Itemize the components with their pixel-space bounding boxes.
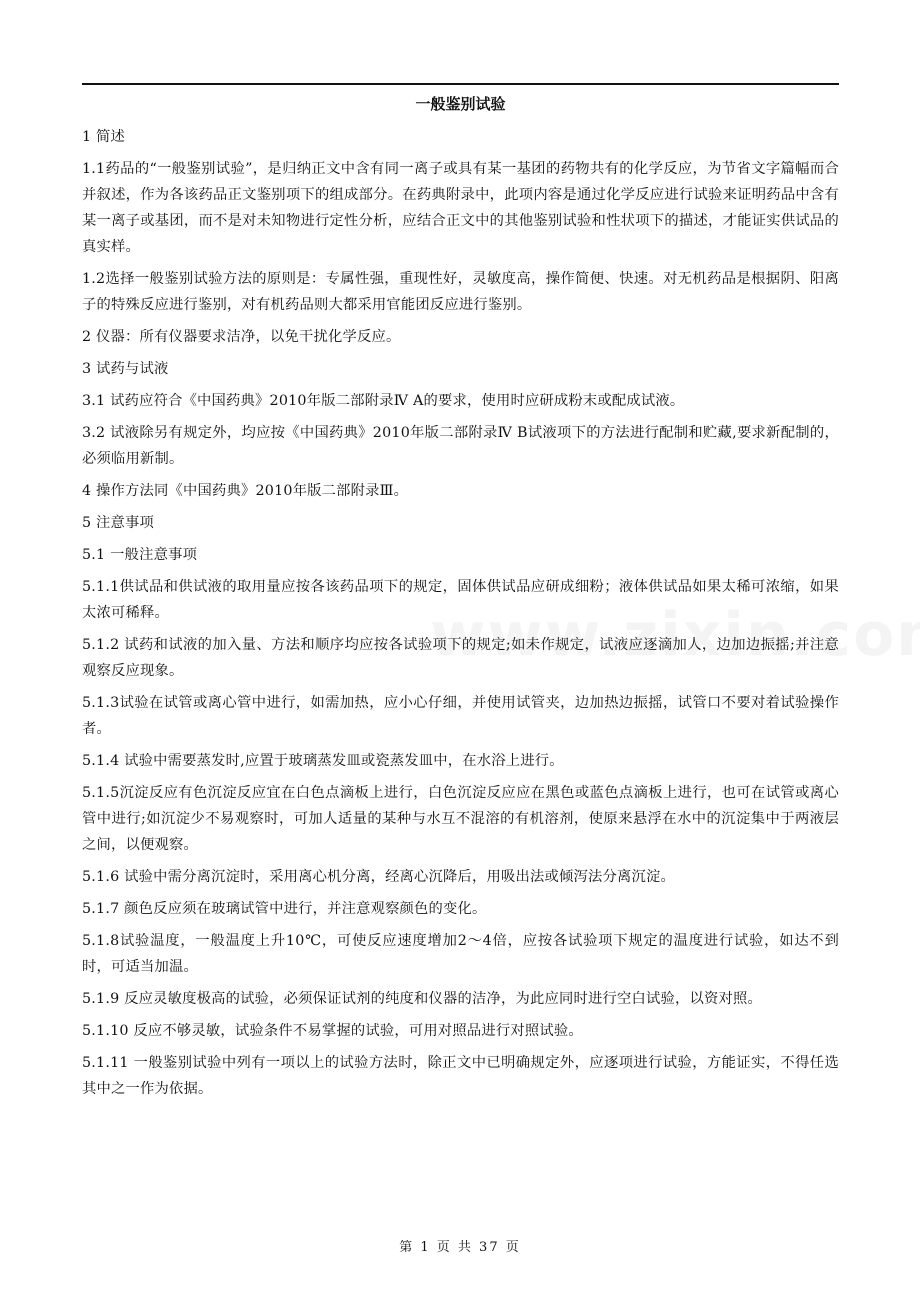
section-heading: 4 操作方法同《中国药典》2010年版二部附录Ⅲ。	[82, 483, 409, 499]
page-footer: 第 1 页 共 37 页	[399, 1240, 521, 1255]
body-paragraph: 5.1.1供试品和供试液的取用量应按各该药品项下的规定，固体供试品应研成细粉；液体供试品如果太稀可浓缩，如果太浓可稀释。	[82, 579, 839, 621]
body-paragraph: 5.1.2 试药和试液的加入量、方法和顺序均应按各试验项下的规定;如未作规定，试液应逐滴加人，边加边振摇;并注意观察反应现象。	[82, 637, 839, 679]
section-heading: 5 注意事项	[82, 515, 155, 531]
body-paragraph: 5.1.11 一般鉴别试验中列有一项以上的试验方法时，除正文中已明确规定外，应逐项进行试验，方能证实，不得任选其中之一作为依据。	[82, 1055, 839, 1097]
body-paragraph: 5.1.7 颜色反应须在玻璃试管中进行，并注意观察颜色的变化。	[82, 901, 487, 917]
header-rule	[82, 83, 839, 85]
body-paragraph: 5.1.5沉淀反应有色沉淀反应宜在白色点滴板上进行，白色沉淀反应应在黑色或蓝色点滴板上进行，也可在试管或离心管中进行;如沉淀少不易观察时，可加人适量的某种与水互不混溶的有机溶剂，使原来悬浮在水中的沉淀集中于两液层之间，以便观察。	[82, 785, 839, 853]
watermark-text	[430, 600, 920, 670]
body-paragraph: 5.1.3试验在试管或离心管中进行，如需加热，应小心仔细，并使用试管夹，边加热边振摇，试管口不要对着试验操作者。	[82, 695, 839, 737]
body-paragraph: 5.1.10 反应不够灵敏，试验条件不易掌握的试验，可用对照品进行对照试验。	[82, 1023, 583, 1039]
body-paragraph: 5.1.8试验温度，一般温度上升10℃，可使反应速度增加2～4倍，应按各试验项下规定的温度进行试验，如达不到时，可适当加温。	[82, 933, 839, 975]
body-paragraph: 1.2选择一般鉴别试验方法的原则是：专属性强，重现性好，灵敏度高，操作简便、快速。对无机药品是根据阴、阳离子的特殊反应进行鉴别，对有机药品则大都采用官能团反应进行鉴别。	[82, 271, 839, 313]
body-paragraph: 5.1.9 反应灵敏度极高的试验，必须保证试剂的纯度和仪器的洁净，为此应同时进行空白试验，以资对照。	[82, 991, 762, 1007]
section-heading: 5.1 一般注意事项	[82, 547, 198, 563]
section-heading: 2 仪器：所有仪器要求洁净，以免干扰化学反应。	[82, 329, 401, 345]
body-paragraph: 1.1药品的“一般鉴别试验”，是归纳正文中含有同一离子或具有某一基团的药物共有的化学反应，为节省文字篇幅而合并叙述，作为各该药品正文鉴别项下的组成部分。在药典附录中，此项内容是通过化学反应进行试验来证明药品中含有某一离子或基团，而不是对未知物进行定性分析，应结合正文中的其他鉴别试验和性状项下的描述，才能证实供试品的真实样。	[82, 161, 839, 255]
section-heading: 1 简述	[82, 129, 126, 145]
body-paragraph: 3.1 试药应符合《中国药典》2010年版二部附录Ⅳ A的要求，使用时应研成粉末或配成试液。	[82, 393, 685, 409]
body-paragraph: 3.2 试液除另有规定外，均应按《中国药典》2010年版二部附录Ⅳ B试液项下的方法进行配制和贮藏,要求新配制的，必须临用新制。	[82, 425, 839, 467]
body-paragraph: 5.1.4 试验中需要蒸发时,应置于玻璃蒸发皿或瓷蒸发皿中，在水浴上进行。	[82, 753, 564, 769]
section-heading: 3 试药与试液	[82, 361, 169, 377]
body-paragraph: 5.1.6 试验中需分离沉淀时，采用离心机分离，经离心沉降后，用吸出法或倾泻法分离沉淀。	[82, 869, 675, 885]
document-title: 一般鉴别试验	[415, 95, 506, 113]
